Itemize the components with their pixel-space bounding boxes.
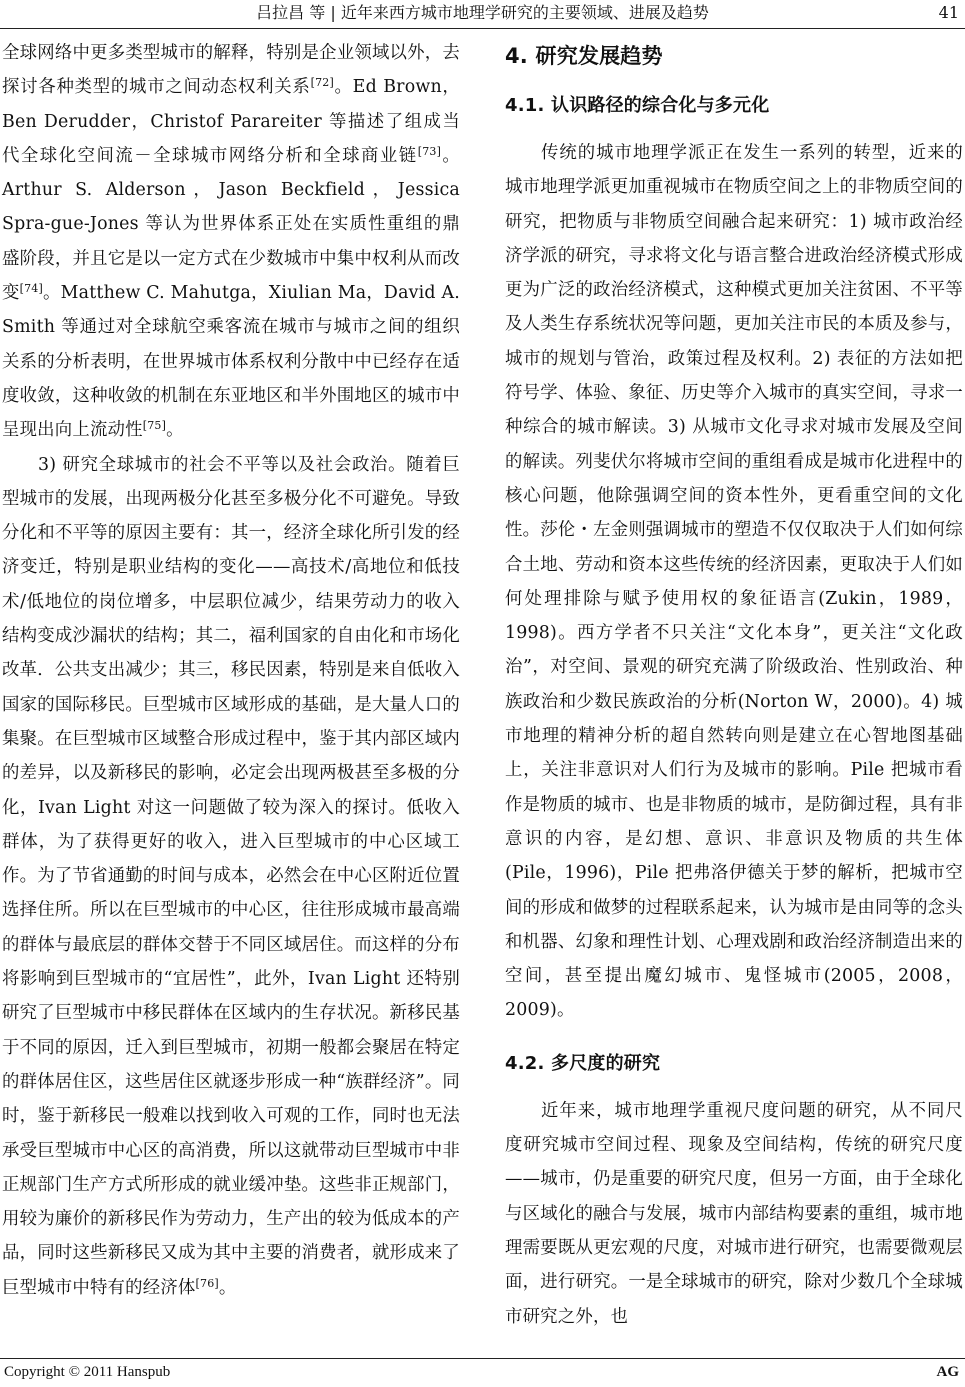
text-run: 。 xyxy=(218,1277,237,1298)
paragraph xyxy=(2,448,460,1305)
paragraph: 传统的城市地理学派正在发生一系列的转型，近来的城市地理学派更加重视城市在物质空间之上的非物质空间的研究，把物质与非物质空间融合起来研究：1) 城市政治经济学派的研究，寻求将文化与语言整合进政治经济模式形成更为广泛的政治经济模式，这种模式更加关注贫困、不平等及人类生存系统状况等问题，更加关注市民的本质及参与，城市的规划与管治，政策过程及权利。2) 表征的方法如把符号学、体验、象征、历史等介入城市的真实空间，寻求一种综合的城市解读。3) 从城市文化寻求对城市发展及空间的解读。列斐伏尔将城市空间的重组看成是城市化进程中的核心问题，他除强调空间的资本性外，更看重空间的文化性。莎伦・左金则强调城市的塑造不仅仅取决于人们如何综合土地、劳动和资本这些传统的经济因素，更取决于人们如何处理排除与赋予使用权的象征语言(Zukin，1989，1998)。西方学者不只关注“文化本身”，更关注“文化政治”，对空间、景观的研究充满了阶级政治、性别政治、种族政治和少数民族政治的分析(Norton W，2000)。4) 城市地理的精神分析的超自然转向则是建立在心智地图基础上，关注非意识对人们行为及城市的影响。Pile 把城市看作是物质的城市、也是非物质的城市，是防御过程，具有非意识的内容，是幻想、意识、非意识及物质的共生体(Pile，1996)，Pile 把弗洛伊德关于梦的解析，把城市空间的形成和做梦的过程联系起来，认为城市是由同等的念头和机器、幻象和理性计划、心理戏剧和政治经济制造出来的空间，甚至提出魔幻城市、鬼怪城市(2005，2008，2009)。 xyxy=(505,143,963,1021)
paragraph xyxy=(2,36,460,448)
citation: [74] xyxy=(19,282,43,296)
running-header xyxy=(0,0,965,29)
text-run: 全球网络中更多类型城市的解释，特别是企业领域以外，去探讨各种类型的城市之间动态权利关系 xyxy=(2,43,460,98)
left-column xyxy=(2,36,460,1305)
section-heading: 4. 研究发展趋势 xyxy=(505,44,663,68)
text-run: 。Ed Brown，Ben Derudder，Christof Parareiter 等描述了组成当代全球化空间流－全球城市网络分析和全球商业链 xyxy=(2,77,460,166)
copyright: Copyright © 2011 Hanspub xyxy=(4,1364,171,1380)
citation: [75] xyxy=(142,419,167,433)
text-run: 3) 研究全球城市的社会不平等以及社会政治。随着巨型城市的发展，出现两极分化甚至多极分化不可避免。导致分化和不平等的原因主要有：其一，经济全球化所引发的经济变迁，特别是职业结构的变化——高技术/高地位和低技术/低地位的岗位增多，中层职位减少，结果劳动力的收入结构变成沙漏状的结构；其二，福利国家的自由化和市场化改革．公共支出减少；其三，移民因素，特别是来自低收入国家的国际移民。巨型城市区域形成的基础，是大量人口的集聚。在巨型城市区域整合形成过程中，鉴于其内部区域内的差异，以及新移民的影响，必定会出现两极甚至多极的分化，Ivan Light 对这一问题做了较为深入的探讨。低收入群体，为了获得更好的收入，进入巨型城市的中心区域工作。为了节省通勤的时间与成本，必然会在中心区附近位置选择住所。所以在巨型城市的中心区，往往形成城市最高端的群体与最底层的群体交替于不同区域居住。而这样的分布将影响到巨型城市的“宜居性”，此外，Ivan Light 还特别研究了巨型城市中移民群体在区域内的生存状况。新移民基于不同的原因，迁入到巨型城市，初期一般都会聚居在特定的群体居住区，这些居住区就逐步形成一种“族群经济”。同时，鉴于新移民一般难以找到收入可观的工作，同时也无法承受巨型城市中心区的高消费，所以这就带动巨型城市中非正规部门生产方式所形成的就业缓冲垫。这些非正规部门，用较为廉价的新移民作为劳动力，生产出的较为低成本的产品，同时这些新移民又成为其中主要的消费者，就形成来了巨型城市中特有的经济体 xyxy=(2,454,460,1298)
subsection-heading: 4.1. 认识路径的综合化与多元化 xyxy=(505,95,770,116)
citation: [76] xyxy=(195,1276,219,1290)
text-run: 。 xyxy=(166,420,184,441)
page-footer xyxy=(0,1358,965,1387)
page-number: 41 xyxy=(938,3,959,22)
text-run: 。Matthew C. Mahutga，Xiulian Ma，David A. Smith 等通过对全球航空乘客流在城市与城市之间的组织关系的分析表明，在世界城市体系权利分散中中已经存在适度收敛，这种收敛的机制在东亚地区和半外围地区的城市中呈现出向上流动性 xyxy=(2,283,460,441)
header-title: 吕拉昌 等 | 近年来西方城市地理学研究的主要领域、进展及趋势 xyxy=(256,3,709,22)
paragraph: 近年来，城市地理学重视尺度问题的研究，从不同尺度研究城市空间过程、现象及空间结构，传统的研究尺度——城市，仍是重要的研究尺度，但另一方面，由于全球化与区域化的融合与发展，城市内部结构要素的重组，城市地理需要既从更宏观的尺度，对城市进行研究，也需要微观层面，进行研究。一是全球城市的研究，除对少数几个全球城市研究之外，也 xyxy=(505,1100,963,1327)
citation: [73] xyxy=(417,144,442,158)
right-column xyxy=(505,36,963,1334)
journal-abbrev: AG xyxy=(936,1364,959,1380)
text-run: 。Arthur S. Alderson，Jason Beckfield，Jessica Spra-gue-Jones 等认为世界体系正处在实质性重组的鼎盛阶段，并且它是以一定方式在少数城市中集中权利从而改变 xyxy=(2,145,461,304)
citation: [72] xyxy=(310,76,334,90)
subsection-heading: 4.2. 多尺度的研究 xyxy=(505,1052,661,1074)
